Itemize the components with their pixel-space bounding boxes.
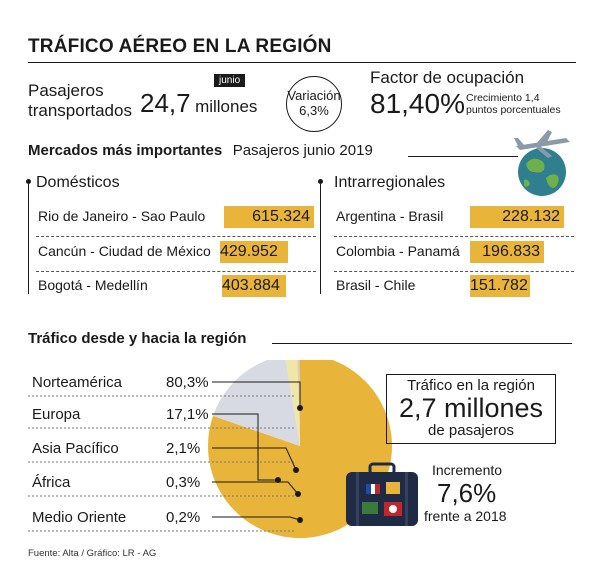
pasajeros-number: 24,7 [140, 88, 191, 118]
pasajeros-label-line2: transportados [28, 101, 132, 120]
domesticos-heading: Domésticos [36, 174, 120, 191]
pasajeros-unit: millones [195, 97, 258, 116]
pasajeros-label-line1: Pasajeros [28, 81, 104, 100]
factor-value: 81,40% [370, 88, 465, 119]
legend-value-asia-pacifico: 2,1% [166, 440, 201, 457]
trafico-info-total: 2,7 millones [398, 393, 544, 423]
incremento-label: Incremento [432, 462, 503, 478]
globe-plane-icon [496, 128, 588, 198]
route-value-dom-2: 429.952 [220, 241, 288, 263]
route-name-intra-2: Colombia - Panamá [336, 243, 460, 259]
variacion-label: Variación [287, 88, 341, 103]
junio-tag: junio [214, 74, 245, 87]
dom-divider-2 [36, 271, 316, 272]
factor-label: Factor de ocupación [370, 68, 525, 87]
legend-label-africa: África [32, 474, 71, 491]
route-name-dom-1: Rio de Janeiro - Sao Paulo [38, 208, 206, 224]
trafico-rule [272, 343, 572, 344]
crecimiento-note [466, 92, 561, 116]
route-name-dom-2: Cancún - Ciudad de México [38, 243, 211, 259]
route-value-dom-1: 615.324 [224, 206, 314, 228]
trafico-info-box [386, 374, 556, 444]
intra-divider-1 [334, 236, 574, 237]
legend-value-norteamerica: 80,3% [166, 374, 209, 391]
pasajeros-label [28, 81, 132, 121]
crecimiento-line1: Crecimiento 1,4 [466, 92, 540, 104]
intra-heading: Intrarregionales [334, 174, 446, 191]
route-name-dom-3: Bogotá - Medellín [38, 277, 148, 293]
legend-connector-dot-asia-pacifico [293, 467, 299, 473]
route-name-intra-3: Brasil - Chile [336, 277, 416, 293]
mercados-title: Mercados más importantes [28, 142, 223, 159]
route-name-intra-1: Argentina - Brasil [336, 208, 444, 224]
legend-label-europa: Europa [32, 406, 81, 423]
variacion-badge [286, 76, 342, 132]
legend-value-africa: 0,3% [166, 474, 201, 491]
incremento-frente: frente a 2018 [424, 508, 507, 524]
legend-value-medio-oriente: 0,2% [166, 509, 201, 526]
trafico-title: Tráfico desde y hacia la región [28, 330, 247, 347]
trafico-info-line3: de pasajeros [428, 422, 514, 439]
domesticos-line [28, 184, 29, 294]
legend-connector-dot-africa [295, 491, 301, 497]
mercados-header [28, 142, 373, 160]
incremento-value: 7,6% [437, 478, 497, 508]
legend-connector-dot-norteamerica [297, 405, 303, 411]
source-note: Fuente: Alta / Gráfico: LR - AG [28, 548, 157, 559]
legend-label-medio-oriente: Medio Oriente [32, 509, 127, 526]
page-title: TRÁFICO AÉREO EN LA REGIÓN [28, 36, 332, 57]
intra-divider-2 [334, 271, 574, 272]
trafico-info-line1: Tráfico en la región [407, 377, 535, 394]
legend-label-asia-pacifico: Asia Pacífico [32, 440, 119, 457]
pasajeros-value [140, 88, 257, 119]
legend-value-europa: 17,1% [166, 406, 209, 423]
route-value-intra-1: 228.132 [470, 206, 564, 228]
variacion-value: 6,3% [299, 103, 329, 118]
dom-divider-1 [36, 236, 316, 237]
route-value-dom-3: 403.884 [222, 275, 286, 297]
legend-label-norteamerica: Norteamérica [32, 374, 123, 391]
route-value-intra-3: 151.782 [470, 275, 530, 297]
legend-connector-dot-medio-oriente [297, 517, 303, 523]
title-divider [28, 62, 576, 63]
route-value-intra-2: 196.833 [470, 241, 544, 263]
suitcase-icon [344, 462, 420, 530]
mercados-subtitle: Pasajeros junio 2019 [232, 142, 373, 159]
intra-line [320, 184, 321, 294]
crecimiento-line2: puntos porcentuales [466, 104, 561, 116]
